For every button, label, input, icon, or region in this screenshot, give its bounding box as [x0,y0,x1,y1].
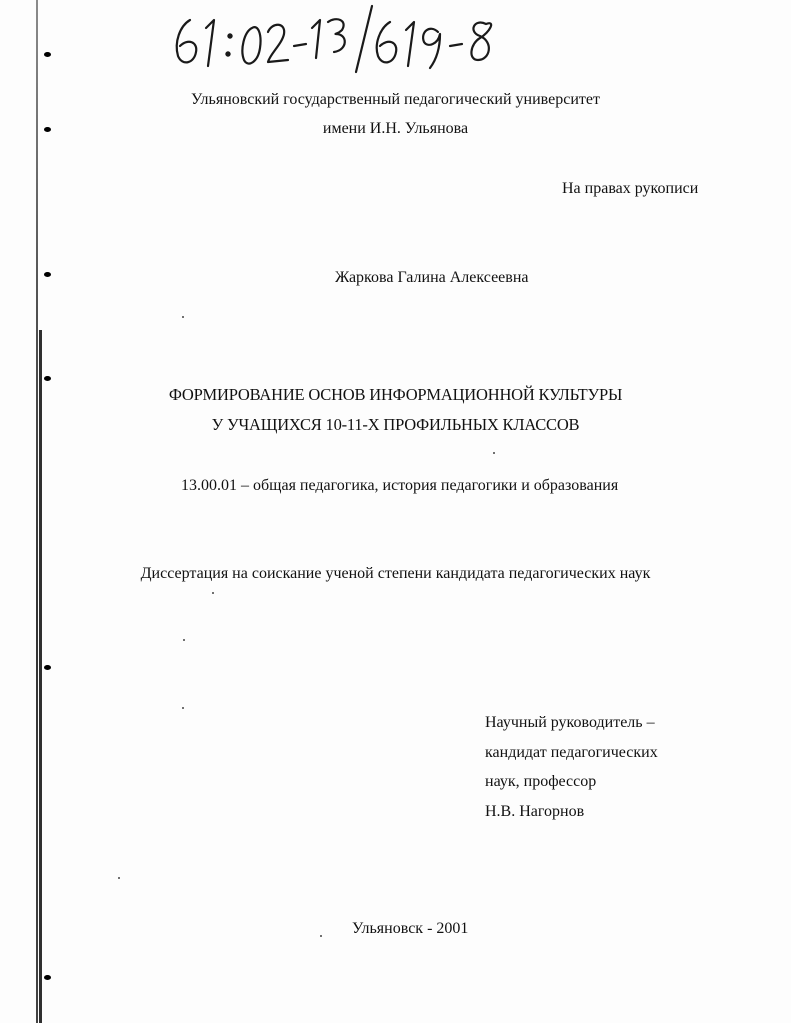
university-named-after: имени И.Н. Ульянова [322,120,469,137]
scan-speck [118,877,120,879]
punch-mark [44,665,51,670]
punch-mark [44,975,51,980]
supervisor-name: Н.В. Нагорнов [485,803,585,820]
binding-shadow [39,330,42,1023]
scan-speck [182,707,184,709]
dissertation-type: Диссертация на соискание ученой степени кандидата педагогических наук [140,565,651,582]
punch-mark [44,272,51,277]
manuscript-note: На правах рукописи [562,180,699,197]
scan-speck [182,316,184,318]
author-name: Жаркова Галина Алексеевна [335,269,529,286]
supervisor-role: Научный руководитель – [485,714,655,731]
handwritten-archive-code [168,2,528,74]
punch-mark [44,376,51,381]
scan-speck [212,592,214,594]
binding-edge [36,0,38,1023]
dissertation-title-line2: У УЧАЩИХСЯ 10-11-Х ПРОФИЛЬНЫХ КЛАССОВ [211,415,580,434]
supervisor-title: наук, профессор [485,773,597,790]
scan-speck [183,639,185,641]
university-name: Ульяновский государственный педагогический университет [191,91,600,108]
scan-speck [320,935,322,937]
punch-mark [44,52,51,57]
city-year: Ульяновск - 2001 [352,920,469,937]
scan-speck [493,452,495,454]
supervisor-degree: кандидат педагогических [485,744,658,761]
dissertation-title-line1: ФОРМИРОВАНИЕ ОСНОВ ИНФОРМАЦИОННОЙ КУЛЬТУРЫ [168,385,623,404]
specialty-code: 13.00.01 – общая педагогика, история педагогики и образования [181,477,619,494]
